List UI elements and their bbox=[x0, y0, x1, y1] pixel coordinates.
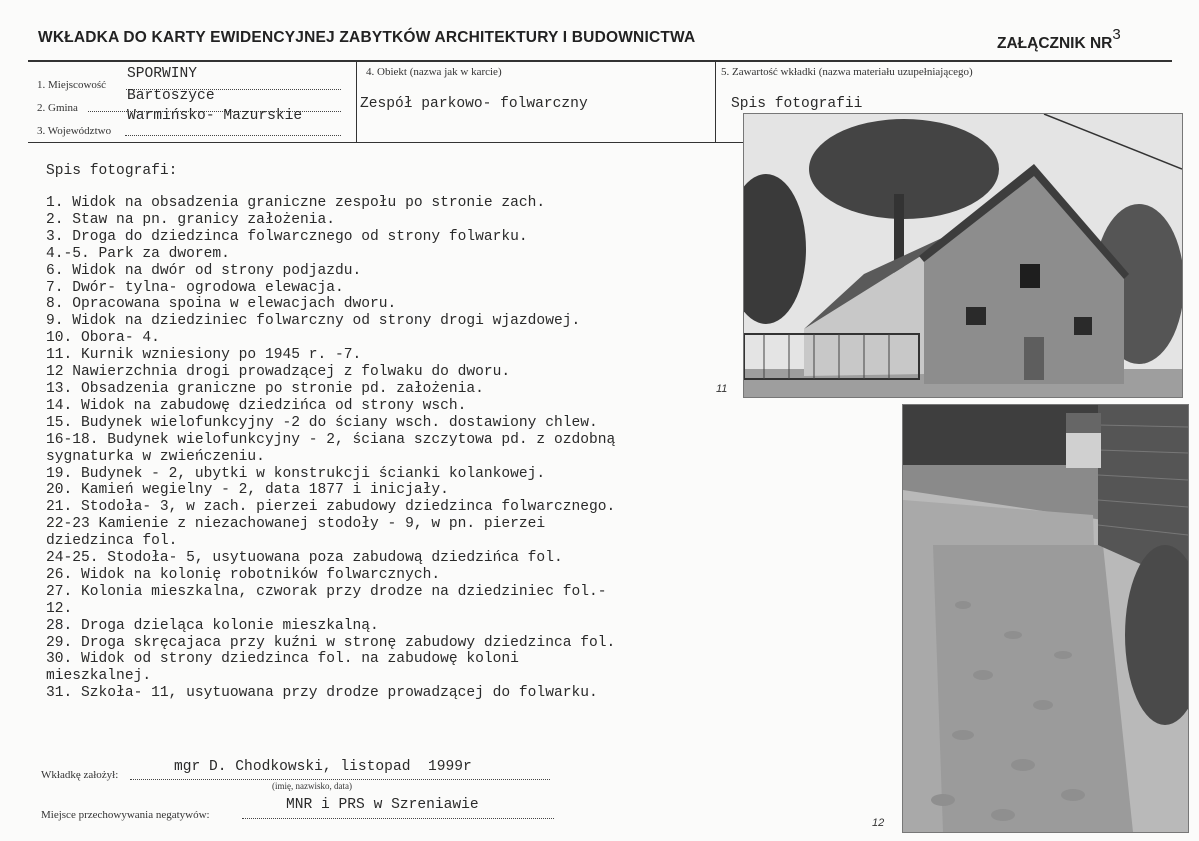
photo-list-item: mieszkalnej. bbox=[46, 668, 152, 685]
storage-dots bbox=[242, 818, 554, 819]
author-value: mgr D. Chodkowski, listopad 1999r bbox=[174, 759, 472, 775]
photo-list-item: 24-25. Stodoła- 5, usytuowana poza zabudową dziedzińca fol. bbox=[46, 550, 563, 567]
photo-list-item: 14. Widok na zabudowę dziedzińca od strony wsch. bbox=[46, 397, 467, 414]
photo-list-item: 30. Widok od strony dziedzinca fol. na zabudowę koloni bbox=[46, 651, 519, 668]
photo-cobbled-road bbox=[902, 404, 1189, 833]
author-label: Wkładkę założył: bbox=[41, 769, 119, 781]
annex-label-text: ZAŁĄCZNIK NR bbox=[997, 35, 1113, 53]
photo-list-item: 22-23 Kamienie z niezachowanej stodoły - 9, w pn. pierzei bbox=[46, 516, 546, 533]
author-hint: (imię, nazwisko, data) bbox=[272, 781, 352, 791]
photo-list-item: 7. Dwór- tylna- ogrodowa elewacja. bbox=[46, 279, 344, 296]
top-rule bbox=[28, 60, 1172, 62]
photo-list-item: dziedzinca fol. bbox=[46, 533, 178, 550]
photo-list-item: 19. Budynek - 2, ubytki w konstrukcji ścianki kolankowej. bbox=[46, 465, 546, 482]
photo-list-item: 8. Opracowana spoina w elewacjach dworu. bbox=[46, 296, 397, 313]
photo-list-item: 29. Droga skręcajaca przy kuźni w stronę zabudowy dziedzinca fol. bbox=[46, 634, 616, 651]
photo-list-item: 9. Widok na dziedziniec folwarczny od strony drogi wjazdowej. bbox=[46, 313, 581, 330]
photo-list-item: 12 Nawierzchnia drogi prowadzącej z folwaku do dworu. bbox=[46, 364, 511, 381]
annex-label bbox=[997, 26, 1121, 53]
photo-farm-building bbox=[743, 113, 1183, 398]
contents-label: 5. Zawartość wkładki (nazwa materiału uzupełniającego) bbox=[721, 66, 973, 78]
farm-building-photo-image bbox=[744, 114, 1182, 397]
commune-label: 2. Gmina bbox=[37, 102, 78, 114]
photo1-mark: 11 bbox=[716, 383, 728, 395]
photo-list-heading: Spis fotografi: bbox=[46, 163, 178, 179]
photo-list-item: 26. Widok na kolonię robotników folwarcznych. bbox=[46, 566, 441, 583]
photo2-mark: 12 bbox=[872, 817, 885, 829]
photo-list-item: 12. bbox=[46, 600, 73, 617]
photo-list-item: 1. Widok na obsadzenia graniczne zespołu po stronie zach. bbox=[46, 195, 546, 211]
photo-list-item: 2. Staw na pn. granicy założenia. bbox=[46, 211, 336, 228]
photo-list-item: 6. Widok na dwór od strony podjazdu. bbox=[46, 262, 362, 279]
photo-list-item: 28. Droga dzieląca kolonie mieszkalną. bbox=[46, 617, 379, 634]
object-label: 4. Obiekt (nazwa jak w karcie) bbox=[366, 66, 502, 78]
photo-list-item: 15. Budynek wielofunkcyjny -2 do ściany wsch. dostawiony chlew. bbox=[46, 414, 598, 431]
divider-2 bbox=[715, 61, 716, 143]
voivodeship-dots bbox=[125, 135, 341, 136]
voivodeship-value: Warmińsko- Mazurskie bbox=[127, 108, 303, 124]
storage-label: Miejsce przechowywania negatywów: bbox=[41, 809, 210, 821]
locality-value: SPORWINY bbox=[127, 66, 198, 82]
photo-list-item: 3. Droga do dziedzinca folwarcznego od strony folwarku. bbox=[46, 228, 528, 245]
storage-value: MNR i PRS w Szreniawie bbox=[286, 797, 479, 813]
photo-list-item: sygnaturka w zwieńczeniu. bbox=[46, 448, 265, 465]
commune-value: Bartoszyce bbox=[127, 88, 215, 104]
author-dots bbox=[130, 779, 550, 780]
photo-list-item: 16-18. Budynek wielofunkcyjny - 2, ściana szczytowa pd. z ozdobną bbox=[46, 431, 616, 448]
object-value: Zespół parkowo- folwarczny bbox=[360, 96, 588, 112]
photo-list-item: 10. Obora- 4. bbox=[46, 330, 160, 347]
photo-list-item: 21. Stodoła- 3, w zach. pierzei zabudowy dziedzinca folwarcznego. bbox=[46, 499, 616, 516]
photo-list-item: 31. Szkoła- 11, usytuowana przy drodze prowadzącej do folwarku. bbox=[46, 685, 598, 702]
photo-list-item: 4.-5. Park za dworem. bbox=[46, 245, 230, 262]
locality-label: 1. Miejscowość bbox=[37, 79, 107, 91]
annex-number: 3 bbox=[1112, 26, 1121, 43]
voivodeship-label: 3. Województwo bbox=[37, 125, 112, 137]
bottom-rule-left bbox=[28, 142, 743, 143]
photo-list bbox=[46, 195, 615, 702]
photo-list-item: 27. Kolonia mieszkalna, czworak przy drodze na dziedziniec fol.- bbox=[46, 583, 607, 600]
photo-list-item: 11. Kurnik wzniesiony po 1945 r. -7. bbox=[46, 347, 362, 364]
cobbled-road-photo-image bbox=[903, 405, 1188, 832]
divider-1 bbox=[356, 61, 357, 143]
photo-list-item: 13. Obsadzenia graniczne po stronie pd. założenia. bbox=[46, 380, 484, 397]
card-title: WKŁADKA DO KARTY EWIDENCYJNEJ ZABYTKÓW ARCHITEKTURY I BUDOWNICTWA bbox=[38, 29, 696, 46]
contents-value: Spis fotografii bbox=[731, 96, 863, 112]
photo-list-item: 20. Kamień wegielny - 2, data 1877 i inicjały. bbox=[46, 482, 449, 499]
